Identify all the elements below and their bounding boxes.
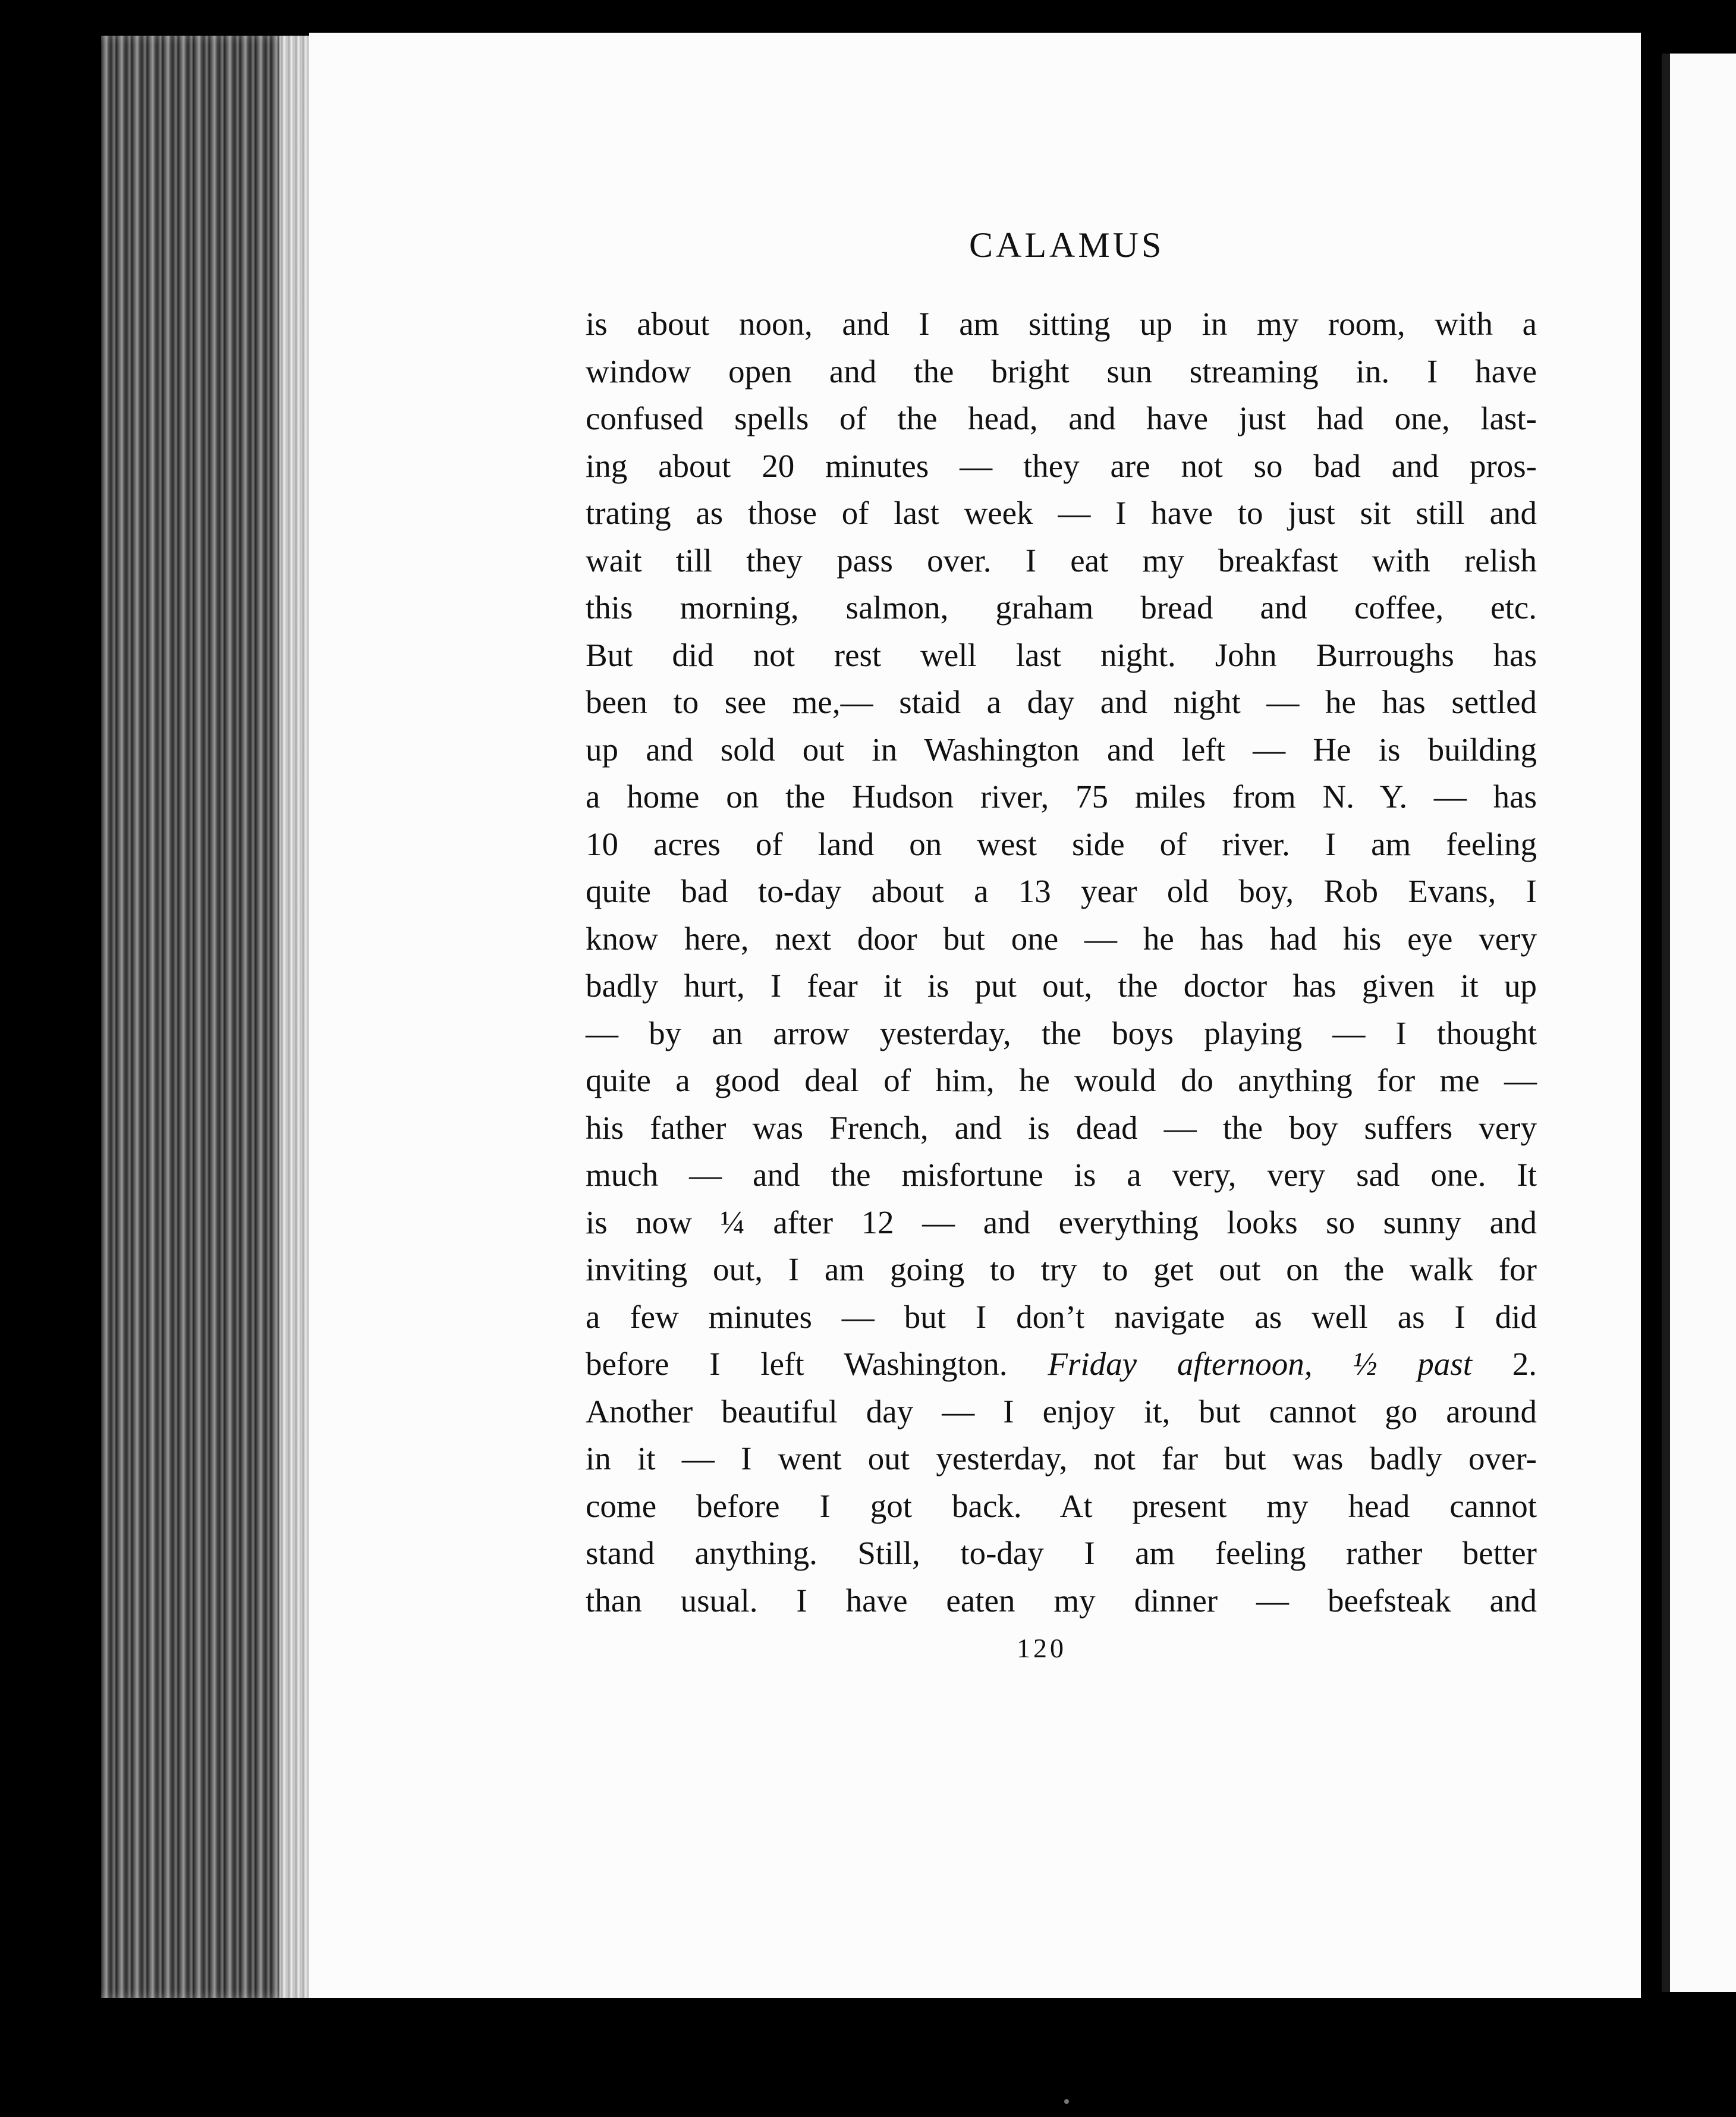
line-text: in it — I went out yesterday, not far but was badly over- — [586, 1440, 1537, 1477]
scan-speck — [1064, 2099, 1069, 2104]
text-line — [586, 537, 1537, 585]
line-text: before I left Washington. — [586, 1346, 1008, 1382]
line-text: a few minutes — but I don’t navigate as well as I did — [586, 1298, 1537, 1335]
italic-text: Friday afternoon, ½ past — [1048, 1346, 1472, 1382]
line-text: is now ¼ after 12 — and everything looks so sunny and — [586, 1204, 1537, 1240]
text-line — [586, 821, 1537, 868]
line-text: know here, next door but one — he has had his eye very — [586, 920, 1537, 957]
line-text: been to see me,— staid a day and night — he has settled — [586, 684, 1537, 720]
line-text: is about noon, and I am sitting up in my room, with a — [586, 306, 1537, 342]
text-line — [586, 1435, 1537, 1482]
line-text: quite bad to-day about a 13 year old boy, Rob Evans, I — [586, 873, 1537, 909]
text-line — [586, 1293, 1537, 1341]
line-text-end: 2. — [1512, 1346, 1537, 1382]
text-line — [586, 1482, 1537, 1530]
page-number: 120 — [1017, 1633, 1067, 1663]
text-line — [586, 1151, 1537, 1199]
line-text: wait till they pass over. I eat my breakfast with relish — [586, 542, 1537, 579]
running-head: CALAMUS — [969, 225, 1165, 265]
line-text: up and sold out in Washington and left — He is building — [586, 731, 1537, 768]
text-line — [586, 442, 1537, 490]
line-text: a home on the Hudson river, 75 miles from N. Y. — has — [586, 778, 1537, 815]
text-line — [586, 1340, 1537, 1388]
facing-page-edge — [1662, 54, 1736, 1992]
book-page-edges — [101, 36, 315, 1998]
text-line — [586, 1199, 1537, 1246]
text-line — [586, 1246, 1537, 1293]
text-line — [586, 1388, 1537, 1436]
line-text: quite a good deal of him, he would do anything for me — — [586, 1062, 1537, 1098]
text-line — [586, 773, 1537, 821]
line-text: this morning, salmon, graham bread and coffee, etc. — [586, 589, 1537, 626]
line-text: ing about 20 minutes — they are not so bad and pros- — [586, 447, 1537, 484]
text-line — [586, 1529, 1537, 1577]
body-text — [586, 300, 1537, 1624]
line-text: 10 acres of land on west side of river. I am feeling — [586, 825, 1537, 862]
text-line — [586, 395, 1537, 442]
line-text: than usual. I have eaten my dinner — beefsteak and — [586, 1582, 1537, 1619]
line-text: inviting out, I am going to try to get out on the walk for — [586, 1251, 1537, 1287]
line-text: Another beautiful day — I enjoy it, but cannot go around — [586, 1393, 1537, 1430]
line-text: stand anything. Still, to-day I am feeling rather better — [586, 1535, 1537, 1571]
text-line — [586, 1057, 1537, 1104]
text-line — [586, 300, 1537, 348]
text-line — [586, 1577, 1537, 1625]
line-text: come before I got back. At present my head cannot — [586, 1487, 1537, 1524]
line-text: badly hurt, I fear it is put out, the doctor has given it up — [586, 968, 1537, 1004]
text-line — [586, 962, 1537, 1010]
line-text: much — and the misfortune is a very, very sad one. It — [586, 1157, 1537, 1193]
line-text: But did not rest well last night. John Burroughs has — [586, 636, 1537, 673]
text-line — [586, 726, 1537, 774]
text-line — [586, 915, 1537, 963]
text-line — [586, 1104, 1537, 1152]
line-text: confused spells of the head, and have just had one, last- — [586, 400, 1537, 436]
text-line — [586, 1010, 1537, 1057]
line-text: window open and the bright sun streaming in. I have — [586, 353, 1537, 390]
text-line — [586, 632, 1537, 679]
line-text: — by an arrow yesterday, the boys playing — I thought — [586, 1014, 1537, 1051]
text-line — [586, 489, 1537, 537]
text-line — [586, 868, 1537, 915]
text-line — [586, 584, 1537, 632]
line-text: trating as those of last week — I have to just sit still and — [586, 495, 1537, 531]
line-text: his father was French, and is dead — the boy suffers very — [586, 1109, 1537, 1146]
text-line — [586, 348, 1537, 395]
text-line — [586, 679, 1537, 726]
